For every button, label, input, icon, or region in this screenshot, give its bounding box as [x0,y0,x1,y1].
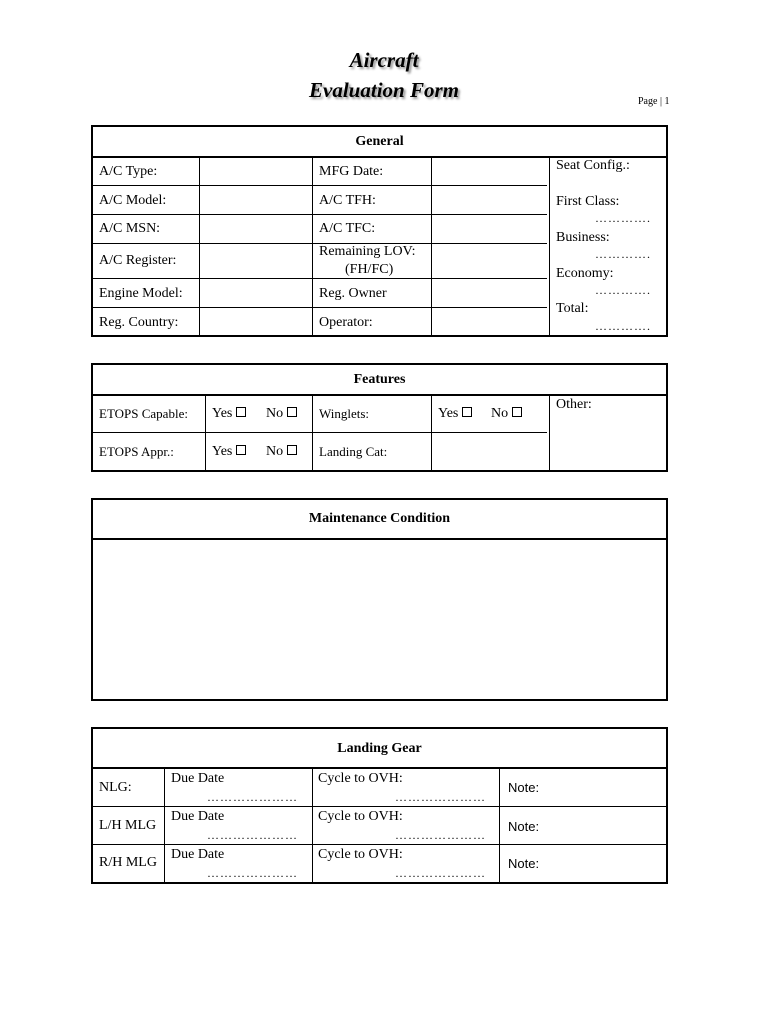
economy-dots: …………. [595,283,651,297]
etops-capable-yes[interactable]: Yes [212,406,246,422]
etops-appr-no[interactable]: No [266,444,297,460]
checkbox-icon[interactable] [287,445,297,455]
business-label: Business: [556,230,610,245]
page-number: Page | 1 [638,96,670,107]
reg-country-label: Reg. Country: [99,315,179,330]
business-dots: …………. [595,247,651,261]
lh-mlg-cycle-dots: ………………… [395,828,486,842]
nlg-label: NLG: [99,780,132,795]
rh-mlg-cycle-label: Cycle to OVH: [318,847,403,862]
remaining-lov-label: Remaining LOV: [319,244,416,259]
seat-config-label: Seat Config.: [556,158,630,173]
ac-tfc-label: A/C TFC: [319,221,376,236]
nlg-due-date-label: Due Date [171,771,225,786]
rh-mlg-cycle-dots: ………………… [395,866,486,880]
maintenance-notes-area[interactable] [93,540,666,699]
remaining-lov-unit: (FH/FC) [345,262,394,277]
ac-register-label: A/C Register: [99,253,177,268]
form-title-line1: Aircraft [349,48,419,72]
nlg-cycle-dots: ………………… [395,790,486,804]
etops-appr-yes[interactable]: Yes [212,444,246,460]
lh-mlg-due-date-dots: ………………… [207,828,298,842]
other-label: Other: [556,397,592,412]
general-header: General [355,134,404,149]
reg-owner-label: Reg. Owner [319,286,387,301]
etops-capable-label: ETOPS Capable: [99,406,188,421]
checkbox-icon[interactable] [236,407,246,417]
maintenance-header: Maintenance Condition [308,511,451,526]
ac-model-label: A/C Model: [99,193,167,208]
checkbox-icon[interactable] [512,407,522,417]
lh-mlg-due-date-label: Due Date [171,809,225,824]
rh-mlg-label: R/H MLG [99,855,157,870]
landing-gear-section [91,727,668,884]
ac-msn-label: A/C MSN: [99,221,161,236]
form-title-line2: Evaluation Form [309,78,459,102]
lh-mlg-label: L/H MLG [99,818,157,833]
checkbox-icon[interactable] [236,445,246,455]
total-label: Total: [556,301,589,316]
engine-model-label: Engine Model: [99,286,183,301]
checkbox-icon[interactable] [287,407,297,417]
checkbox-icon[interactable] [462,407,472,417]
nlg-due-date-dots: ………………… [207,790,298,804]
operator-label: Operator: [319,315,373,330]
economy-label: Economy: [556,266,614,281]
nlg-note-label: Note: [508,780,540,795]
maintenance-section [91,498,668,701]
mfg-date-label: MFG Date: [319,164,384,179]
nlg-cycle-label: Cycle to OVH: [318,771,403,786]
landing-gear-header: Landing Gear [337,741,422,756]
rh-mlg-due-date-label: Due Date [171,847,225,862]
etops-capable-no[interactable]: No [266,406,297,422]
rh-mlg-note-label: Note: [508,856,540,871]
first-class-label: First Class: [556,194,620,209]
etops-appr-label: ETOPS Appr.: [99,444,174,459]
ac-tfh-label: A/C TFH: [319,193,376,208]
lh-mlg-note-label: Note: [508,819,540,834]
general-section [91,125,668,337]
rh-mlg-due-date-dots: ………………… [207,866,298,880]
lh-mlg-cycle-label: Cycle to OVH: [318,809,403,824]
ac-type-label: A/C Type: [99,164,158,179]
landing-cat-label: Landing Cat: [319,444,388,459]
features-section [91,363,668,472]
winglets-label: Winglets: [319,406,370,421]
total-dots: …………. [595,319,651,333]
winglets-yes[interactable]: Yes [438,406,472,422]
winglets-no[interactable]: No [491,406,522,422]
features-header: Features [353,372,406,387]
first-class-dots: …………. [595,211,651,225]
